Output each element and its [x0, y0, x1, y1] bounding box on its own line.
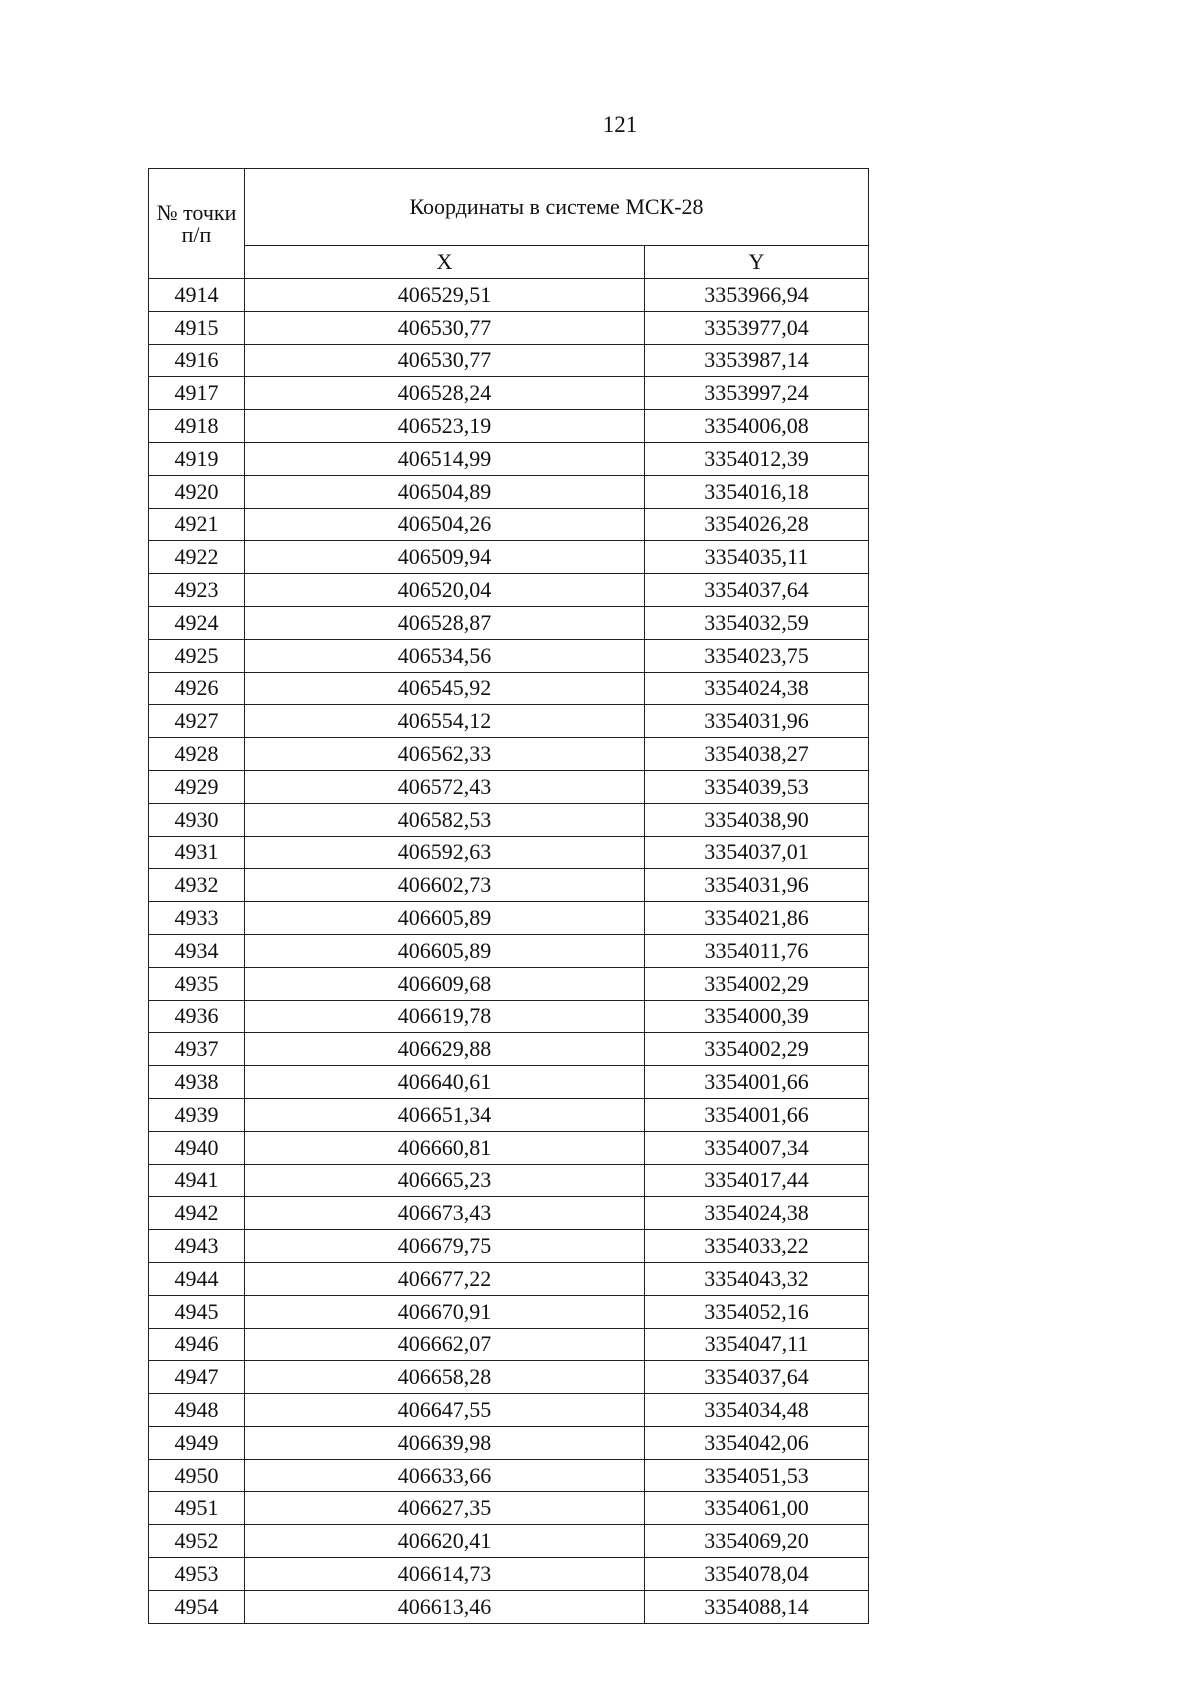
table-row [149, 410, 869, 443]
table-row [149, 967, 869, 1000]
table-row [149, 1000, 869, 1033]
table-row [149, 1230, 869, 1263]
table-row [149, 1328, 869, 1361]
coordinate-system-header: Координаты в системе МСК-28 [245, 169, 869, 246]
point-number-cell: 4950 [149, 1459, 245, 1492]
y-coordinate-cell: 3354061,00 [645, 1492, 869, 1525]
x-coordinate-cell: 406619,78 [245, 1000, 645, 1033]
y-coordinate-cell: 3354052,16 [645, 1295, 869, 1328]
table-row [149, 1558, 869, 1591]
table-row [149, 902, 869, 935]
y-coordinate-cell: 3354037,01 [645, 836, 869, 869]
table-row [149, 1459, 869, 1492]
table-row [149, 574, 869, 607]
y-coordinate-cell: 3354035,11 [645, 541, 869, 574]
y-coordinate-cell: 3354032,59 [645, 606, 869, 639]
point-number-cell: 4926 [149, 672, 245, 705]
x-coordinate-cell: 406545,92 [245, 672, 645, 705]
x-coordinate-cell: 406534,56 [245, 639, 645, 672]
y-coordinate-cell: 3354031,96 [645, 705, 869, 738]
x-coordinate-cell: 406562,33 [245, 738, 645, 771]
y-coordinate-cell: 3354069,20 [645, 1525, 869, 1558]
y-coordinate-cell: 3354038,90 [645, 803, 869, 836]
table-row [149, 279, 869, 312]
table-body [149, 279, 869, 1624]
table-row [149, 738, 869, 771]
x-coordinate-cell: 406627,35 [245, 1492, 645, 1525]
x-coordinate-cell: 406528,24 [245, 377, 645, 410]
table-row [149, 1426, 869, 1459]
x-coordinate-cell: 406528,87 [245, 606, 645, 639]
y-coordinate-cell: 3353977,04 [645, 311, 869, 344]
y-coordinate-cell: 3354088,14 [645, 1590, 869, 1623]
y-coordinate-cell: 3354038,27 [645, 738, 869, 771]
table-row [149, 442, 869, 475]
table-row [149, 475, 869, 508]
y-coordinate-cell: 3354037,64 [645, 574, 869, 607]
table-row [149, 1492, 869, 1525]
point-number-cell: 4941 [149, 1164, 245, 1197]
point-number-cell: 4946 [149, 1328, 245, 1361]
table-row [149, 1131, 869, 1164]
point-number-cell: 4945 [149, 1295, 245, 1328]
y-coordinate-cell: 3354002,29 [645, 1033, 869, 1066]
point-number-cell: 4938 [149, 1066, 245, 1099]
point-number-cell: 4931 [149, 836, 245, 869]
point-number-cell: 4943 [149, 1230, 245, 1263]
y-coordinate-cell: 3354016,18 [645, 475, 869, 508]
y-coordinate-cell: 3354007,34 [645, 1131, 869, 1164]
point-number-cell: 4917 [149, 377, 245, 410]
x-coordinate-cell: 406529,51 [245, 279, 645, 312]
y-coordinate-cell: 3354078,04 [645, 1558, 869, 1591]
y-coordinate-cell: 3353987,14 [645, 344, 869, 377]
table-row [149, 508, 869, 541]
point-number-cell: 4925 [149, 639, 245, 672]
point-number-cell: 4937 [149, 1033, 245, 1066]
x-coordinate-cell: 406504,89 [245, 475, 645, 508]
x-coordinate-cell: 406520,04 [245, 574, 645, 607]
x-coordinate-cell: 406605,89 [245, 902, 645, 935]
point-number-cell: 4924 [149, 606, 245, 639]
point-number-cell: 4948 [149, 1394, 245, 1427]
x-coordinate-cell: 406509,94 [245, 541, 645, 574]
x-coordinate-cell: 406592,63 [245, 836, 645, 869]
x-coordinate-cell: 406514,99 [245, 442, 645, 475]
table-row [149, 377, 869, 410]
table-row [149, 541, 869, 574]
coordinates-table [148, 168, 869, 1624]
table-row [149, 1361, 869, 1394]
y-coordinate-cell: 3354001,66 [645, 1098, 869, 1131]
point-number-cell: 4952 [149, 1525, 245, 1558]
point-number-header: № точки п/п [149, 169, 245, 279]
table-row [149, 1590, 869, 1623]
table-row [149, 1033, 869, 1066]
point-number-cell: 4954 [149, 1590, 245, 1623]
x-coordinate-cell: 406673,43 [245, 1197, 645, 1230]
point-number-cell: 4927 [149, 705, 245, 738]
point-number-cell: 4947 [149, 1361, 245, 1394]
point-number-cell: 4939 [149, 1098, 245, 1131]
y-coordinate-cell: 3354021,86 [645, 902, 869, 935]
x-coordinate-cell: 406620,41 [245, 1525, 645, 1558]
x-coordinate-cell: 406605,89 [245, 934, 645, 967]
y-coordinate-cell: 3354034,48 [645, 1394, 869, 1427]
x-coordinate-cell: 406677,22 [245, 1262, 645, 1295]
y-coordinate-cell: 3354006,08 [645, 410, 869, 443]
y-coordinate-cell: 3354023,75 [645, 639, 869, 672]
table-row [149, 1098, 869, 1131]
x-coordinate-cell: 406602,73 [245, 869, 645, 902]
x-coordinate-cell: 406530,77 [245, 311, 645, 344]
y-coordinate-cell: 3354002,29 [645, 967, 869, 1000]
point-number-cell: 4920 [149, 475, 245, 508]
y-coordinate-cell: 3354000,39 [645, 1000, 869, 1033]
point-number-cell: 4921 [149, 508, 245, 541]
point-number-cell: 4935 [149, 967, 245, 1000]
table-row [149, 639, 869, 672]
point-number-cell: 4953 [149, 1558, 245, 1591]
y-coordinate-cell: 3354037,64 [645, 1361, 869, 1394]
x-coordinate-cell: 406633,66 [245, 1459, 645, 1492]
x-coordinate-cell: 406651,34 [245, 1098, 645, 1131]
y-coordinate-cell: 3354017,44 [645, 1164, 869, 1197]
x-coordinate-cell: 406679,75 [245, 1230, 645, 1263]
table-row [149, 1295, 869, 1328]
point-number-cell: 4951 [149, 1492, 245, 1525]
table-row [149, 836, 869, 869]
point-number-cell: 4933 [149, 902, 245, 935]
x-coordinate-cell: 406582,53 [245, 803, 645, 836]
point-number-cell: 4940 [149, 1131, 245, 1164]
y-coordinate-cell: 3354043,32 [645, 1262, 869, 1295]
y-coordinate-cell: 3354039,53 [645, 770, 869, 803]
point-number-cell: 4915 [149, 311, 245, 344]
x-coordinate-cell: 406572,43 [245, 770, 645, 803]
point-number-cell: 4918 [149, 410, 245, 443]
x-coordinate-cell: 406658,28 [245, 1361, 645, 1394]
y-coordinate-cell: 3354026,28 [645, 508, 869, 541]
x-coordinate-cell: 406662,07 [245, 1328, 645, 1361]
x-coordinate-cell: 406647,55 [245, 1394, 645, 1427]
point-number-cell: 4916 [149, 344, 245, 377]
y-coordinate-cell: 3353997,24 [645, 377, 869, 410]
table-row [149, 1066, 869, 1099]
y-coordinate-cell: 3354024,38 [645, 1197, 869, 1230]
page-number: 121 [602, 112, 638, 137]
x-coordinate-cell: 406554,12 [245, 705, 645, 738]
table-row [149, 1262, 869, 1295]
y-coordinate-cell: 3354001,66 [645, 1066, 869, 1099]
point-number-cell: 4936 [149, 1000, 245, 1033]
table-row [149, 311, 869, 344]
x-column-header: X [245, 246, 645, 279]
point-number-cell: 4942 [149, 1197, 245, 1230]
point-number-cell: 4932 [149, 869, 245, 902]
x-coordinate-cell: 406523,19 [245, 410, 645, 443]
x-coordinate-cell: 406504,26 [245, 508, 645, 541]
table-row [149, 803, 869, 836]
y-coordinate-cell: 3353966,94 [645, 279, 869, 312]
table-row [149, 344, 869, 377]
x-coordinate-cell: 406670,91 [245, 1295, 645, 1328]
point-number-cell: 4928 [149, 738, 245, 771]
y-coordinate-cell: 3354031,96 [645, 869, 869, 902]
point-number-cell: 4929 [149, 770, 245, 803]
x-coordinate-cell: 406660,81 [245, 1131, 645, 1164]
y-coordinate-cell: 3354011,76 [645, 934, 869, 967]
x-coordinate-cell: 406530,77 [245, 344, 645, 377]
table-row [149, 1394, 869, 1427]
table-row [149, 1197, 869, 1230]
table-row [149, 672, 869, 705]
x-coordinate-cell: 406614,73 [245, 1558, 645, 1591]
y-coordinate-cell: 3354024,38 [645, 672, 869, 705]
x-coordinate-cell: 406629,88 [245, 1033, 645, 1066]
y-coordinate-cell: 3354051,53 [645, 1459, 869, 1492]
y-coordinate-cell: 3354042,06 [645, 1426, 869, 1459]
point-number-cell: 4914 [149, 279, 245, 312]
y-coordinate-cell: 3354047,11 [645, 1328, 869, 1361]
point-number-cell: 4934 [149, 934, 245, 967]
table-row [149, 606, 869, 639]
x-coordinate-cell: 406639,98 [245, 1426, 645, 1459]
point-number-cell: 4919 [149, 442, 245, 475]
y-coordinate-cell: 3354012,39 [645, 442, 869, 475]
table-row [149, 1525, 869, 1558]
table-row [149, 869, 869, 902]
table-row [149, 770, 869, 803]
point-number-cell: 4930 [149, 803, 245, 836]
table-row [149, 1164, 869, 1197]
table-row [149, 934, 869, 967]
x-coordinate-cell: 406613,46 [245, 1590, 645, 1623]
point-number-cell: 4922 [149, 541, 245, 574]
x-coordinate-cell: 406609,68 [245, 967, 645, 1000]
y-column-header: Y [645, 246, 869, 279]
point-number-cell: 4949 [149, 1426, 245, 1459]
x-coordinate-cell: 406665,23 [245, 1164, 645, 1197]
table-row [149, 705, 869, 738]
x-coordinate-cell: 406640,61 [245, 1066, 645, 1099]
point-number-cell: 4923 [149, 574, 245, 607]
y-coordinate-cell: 3354033,22 [645, 1230, 869, 1263]
point-number-cell: 4944 [149, 1262, 245, 1295]
